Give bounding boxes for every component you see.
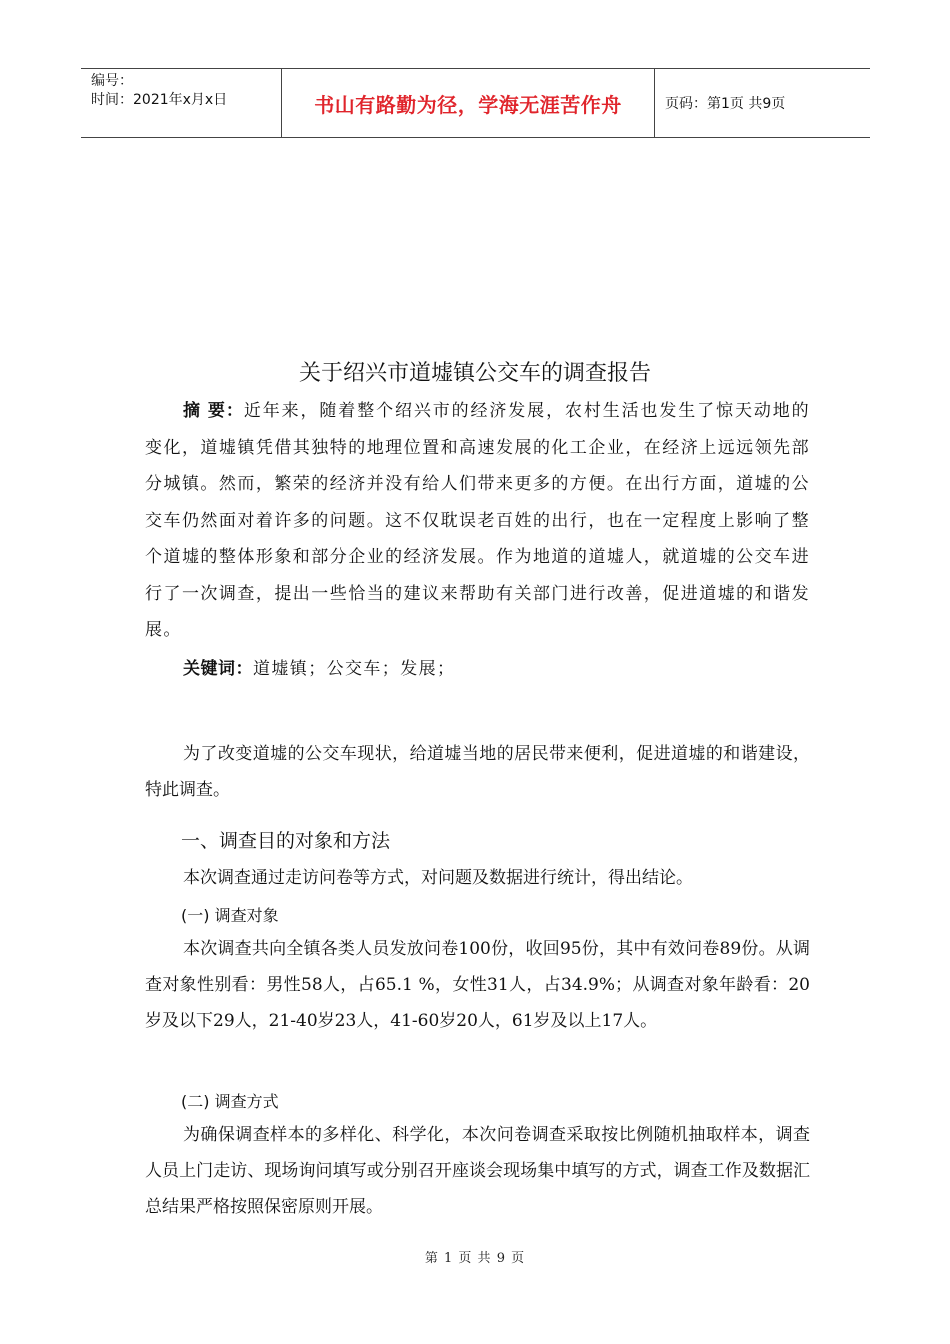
abstract-text: 近年来，随着整个绍兴市的经济发展，农村生活也发生了惊天动地的变化，道墟镇凭借其独特的地理位置和高速发展的化工企业，在经济上远远领先部分城镇。然而，繁荣的经济并没有给人们带来更多的方便。在出行方面，道墟的公交车仍然面对着许多的问题。这不仅耽误老百姓的出行，也在一定程度上影响了整个道墟的整体形象和部分企业的经济发展。作为地道的道墟人，就道墟的公交车进行了一次调查，提出一些恰当的建议来帮助有关部门进行改善，促进道墟的和谐发展。: [145, 401, 811, 640]
number-label: 编号：: [91, 73, 133, 89]
header-meta-cell: [81, 69, 282, 137]
intro-paragraph: 为了改变道墟的公交车现状，给道墟当地的居民带来便利，促进道墟的和谐建设，特此调查。: [145, 744, 810, 800]
header-table: [81, 68, 870, 138]
section1-text: 本次调查通过走访问卷等方式，对问题及数据进行统计，得出结论。: [183, 868, 693, 888]
keywords-label: 关键词：: [183, 659, 253, 679]
subsection2-heading: (二) 调查方式: [181, 1092, 279, 1111]
abstract-label: 摘 要：: [183, 401, 244, 421]
document-title: 关于绍兴市道墟镇公交车的调查报告: [298, 361, 651, 386]
section1-heading: 一、调查目的对象和方法: [181, 830, 391, 852]
abstract-paragraph: [145, 393, 810, 649]
date-label: 时间：2021年x月x日: [91, 92, 228, 108]
header-page-cell: [655, 69, 870, 137]
page-label: 页码：第1页 共9页: [665, 96, 786, 112]
page-footer: 第 1 页 共 9 页: [424, 1251, 526, 1266]
keywords-paragraph: [145, 651, 810, 688]
subsection2-text: 为确保调查样本的多样化、科学化，本次问卷调查采取按比例随机抽取样本，调查人员上门走访、现场询问填写或分别召开座谈会现场集中填写的方式，调查工作及数据汇总结果严格按照保密原则开展。: [145, 1125, 810, 1217]
subsection1-text: 本次调查共向全镇各类人员发放问卷100份，收回95份，其中有效问卷89份。从调查对象性别看：男性58人，占65.1 %，女性31人，占34.9%；从调查对象年龄看：20岁及以下29人，21-40岁23人，41-60岁20人，61岁及以上17人。: [145, 939, 810, 1031]
motto: 书山有路勤为径，学海无涯苦作舟: [314, 92, 622, 117]
header-motto-cell: [282, 69, 655, 137]
keywords-text: 道墟镇；公交车；发展；: [253, 659, 456, 679]
subsection1-heading: (一) 调查对象: [181, 906, 279, 925]
